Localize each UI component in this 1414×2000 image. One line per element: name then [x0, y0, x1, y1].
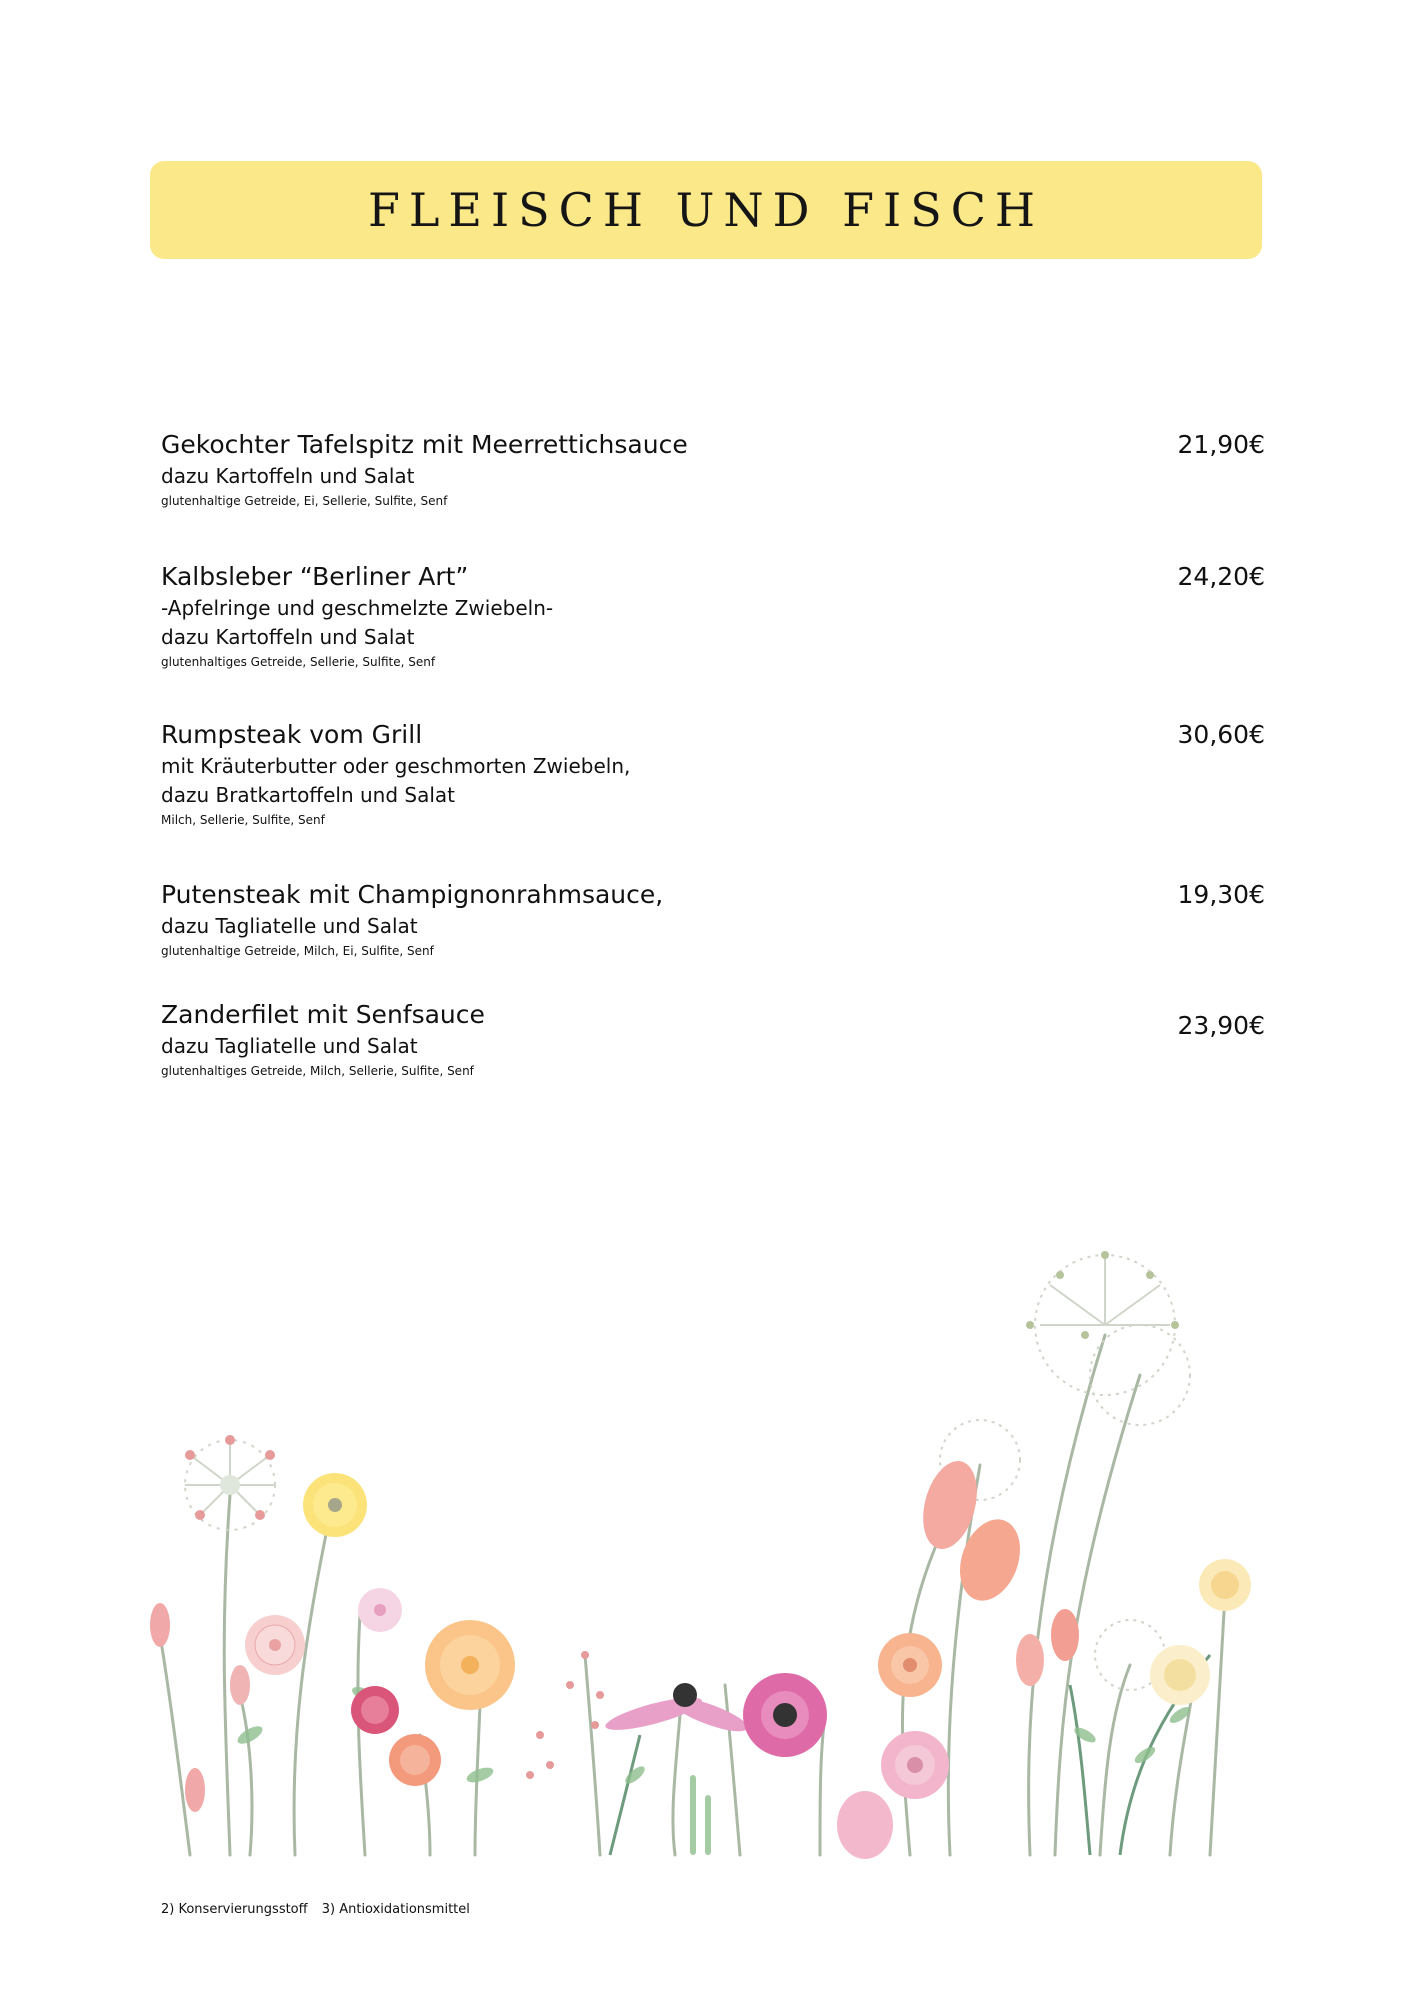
menu-item-name: Kalbsleber “Berliner Art”	[161, 562, 469, 591]
menu-item-description: mit Kräuterbutter oder geschmorten Zwiebeln,	[161, 754, 631, 778]
menu-item-description: dazu Bratkartoffeln und Salat	[161, 783, 455, 807]
menu-item-price: 30,60€	[1177, 720, 1265, 749]
menu-item-kalbsleber	[161, 560, 1265, 672]
wildflower-meadow-illustration-icon	[130, 1215, 1270, 1865]
footnote-item: 3) Antioxidationsmittel	[321, 1902, 470, 1917]
menu-item-description: dazu Tagliatelle und Salat	[161, 914, 418, 938]
menu-item-price: 24,20€	[1177, 562, 1265, 591]
menu-item-description: -Apfelringe und geschmelzte Zwiebeln-	[161, 596, 554, 620]
menu-item-price: 21,90€	[1177, 430, 1265, 459]
menu-item-tafelspitz	[161, 428, 1265, 511]
footnote-item: 2) Konservierungsstoff	[161, 1902, 308, 1917]
menu-item-description: dazu Tagliatelle und Salat	[161, 1034, 418, 1058]
menu-item-price: 23,90€	[1177, 1011, 1265, 1040]
menu-item-allergens: glutenhaltiges Getreide, Milch, Sellerie, Sulfite, Senf	[161, 1064, 474, 1078]
menu-item-allergens: glutenhaltige Getreide, Milch, Ei, Sulfite, Senf	[161, 944, 434, 958]
menu-item-zanderfilet	[161, 998, 1265, 1081]
menu-item-name: Rumpsteak vom Grill	[161, 720, 423, 749]
menu-item-name: Zanderfilet mit Senfsauce	[161, 1000, 485, 1029]
section-title: FLEISCH UND FISCH	[367, 183, 1045, 237]
menu-item-allergens: Milch, Sellerie, Sulfite, Senf	[161, 813, 325, 827]
menu-item-allergens: glutenhaltiges Getreide, Sellerie, Sulfite, Senf	[161, 655, 436, 669]
menu-item-name: Gekochter Tafelspitz mit Meerrettichsauce	[161, 430, 688, 459]
menu-item-putensteak	[161, 878, 1265, 961]
menu-item-allergens: glutenhaltige Getreide, Ei, Sellerie, Sulfite, Senf	[161, 494, 448, 508]
section-header-banner	[150, 161, 1262, 259]
menu-item-description: dazu Kartoffeln und Salat	[161, 625, 415, 649]
menu-item-description: dazu Kartoffeln und Salat	[161, 464, 415, 488]
menu-item-name: Putensteak mit Champignonrahmsauce,	[161, 880, 664, 909]
menu-item-rumpsteak	[161, 718, 1265, 830]
menu-item-price: 19,30€	[1177, 880, 1265, 909]
allergen-footnotes	[161, 1902, 470, 1917]
